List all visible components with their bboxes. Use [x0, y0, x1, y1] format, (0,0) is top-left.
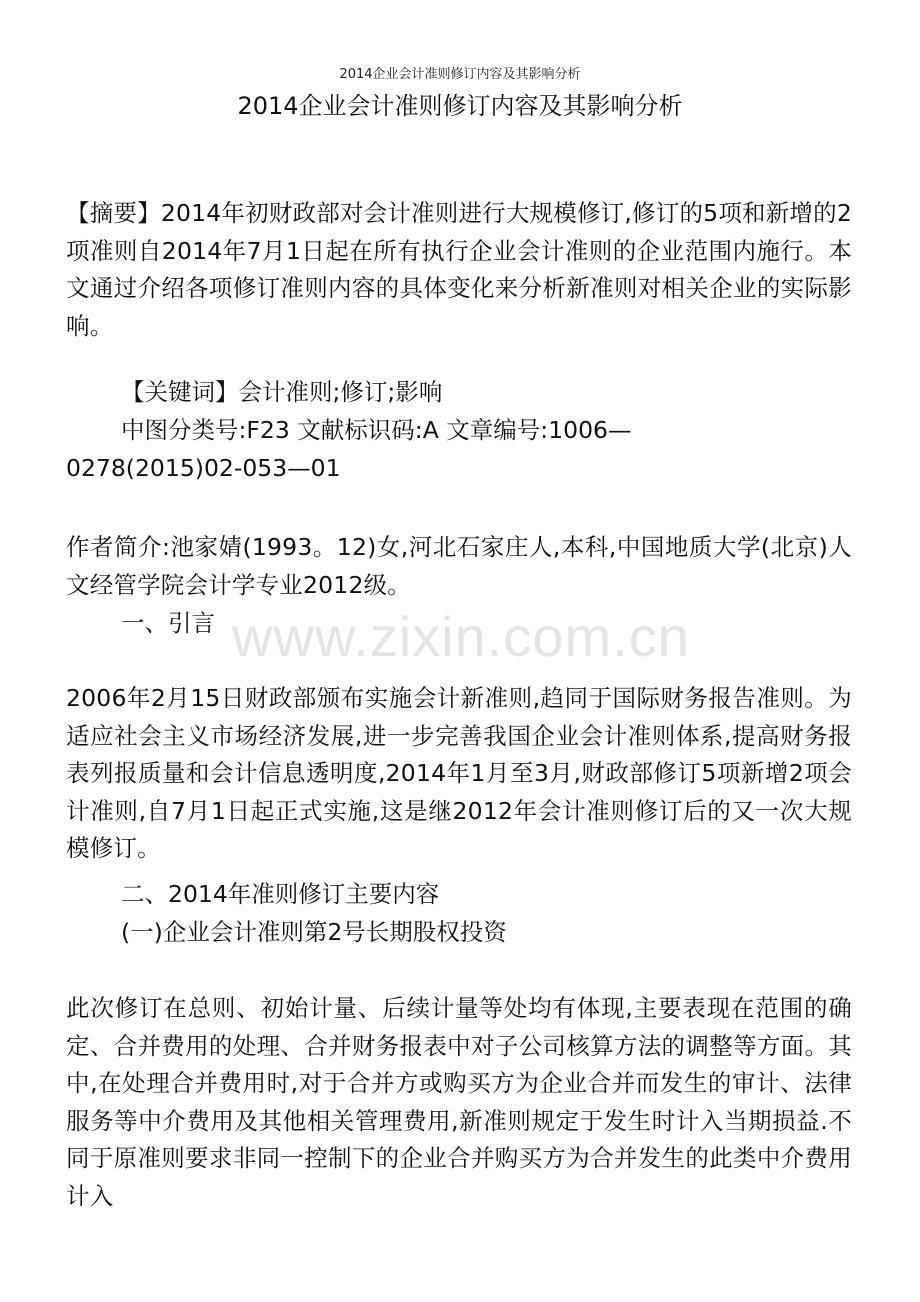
running-header: 2014企业会计准则修订内容及其影响分析 [339, 67, 581, 82]
section-heading-main-content: 二、2014年准则修订主要内容 [121, 880, 440, 908]
classification-line: 中图分类号:F23 文献标识码:A 文章编号:1006— [121, 416, 632, 444]
classification-line-continued: 0278(2015)02-053—01 [66, 454, 341, 482]
keywords-line: 【关键词】会计准则;修订;影响 [121, 378, 443, 406]
author-bio-paragraph: 作者简介:池家婧(1993。12)女,河北石家庄人,本科,中国地质大学(北京)人文经管学院会计学专业2012级。 [66, 533, 852, 599]
section-heading-introduction: 一、引言 [121, 609, 215, 637]
body-paragraph: 此次修订在总则、初始计量、后续计量等处均有体现,主要表现在范围的确定、合并费用的处理、合并财务报表中对子公司核算方法的调整等方面。其中,在处理合并费用时,对于合并方或购买方为企业合并而发生的审计、法律服务等中介费用及其他相关管理费用,新准则规定于发生时计入当期损益.不同于原准则要求非同一控制下的企业合并购买方为合并发生的此类中介费用计入 [66, 994, 852, 1210]
abstract-paragraph: 【摘要】2014年初财政部对会计准则进行大规模修订,修订的5项和新增的2项准则自2014年7月1日起在所有执行企业会计准则的企业范围内施行。本文通过介绍各项修订准则内容的具体变化来分析新准则对相关企业的实际影响。 [66, 199, 852, 340]
watermark: www.zixin.com.cn [232, 605, 690, 668]
introduction-paragraph: 2006年2月15日财政部颁布实施会计新准则,趋同于国际财务报告准则。为适应社会主义市场经济发展,进一步完善我国企业会计准则体系,提高财务报表列报质量和会计信息透明度,2014年1月至3月,财政部修订5项新增2项会计准则,自7月1日起正式实施,这是继2012年会计准则修订后的又一次大规模修订。 [66, 684, 852, 862]
subsection-heading-long-term-equity: (一)企业会计准则第2号长期股权投资 [121, 918, 507, 946]
document-title: 2014企业会计准则修订内容及其影响分析 [237, 92, 683, 120]
